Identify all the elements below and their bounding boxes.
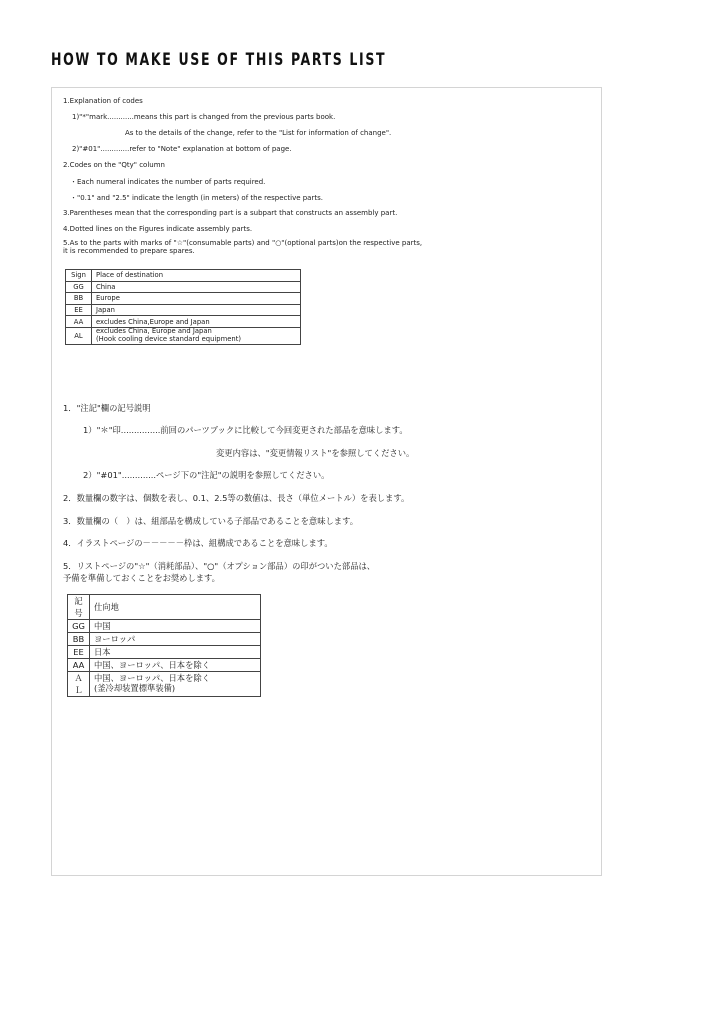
jp-section-3: 3．数量欄の（ ）は、組部品を構成している子部品であることを意味します。 [63,516,359,526]
table-row [66,281,301,293]
en-qty-length: ・"0.1" and "2.5" indicate the length (in meters) of the respective parts. [70,194,323,202]
table-row [68,633,261,646]
row-sign: BB [66,293,92,305]
row-place: ヨーロッパ [90,633,261,646]
row-place: China [92,281,301,293]
row-sign: GG [66,281,92,293]
row-place [90,672,261,697]
row-sign: AL [66,327,92,344]
row-sign: EE [66,304,92,316]
row-place-line-2: (Hook cooling device standard equipment) [96,334,242,343]
en-section-4: 4.Dotted lines on the Figures indicate assembly parts. [63,225,253,233]
en-section-5-line-1: 5.As to the parts with marks of "☆"(consumable parts) and "○"(optional parts)on the respective parts, [63,239,423,247]
en-section-1-heading: 1.Explanation of codes [63,97,143,105]
header-place: 仕向地 [90,595,261,620]
jp-section-4: 4．イラストページの－－－－－枠は、組構成であることを意味します。 [63,538,333,548]
jp-code-note-mark: 2）"#01".............ページ下の"注記"の説明を参照してください。 [83,470,330,480]
table-header-row [68,595,261,620]
row-sign: BB [68,633,90,646]
header-place: Place of destination [92,270,301,282]
row-sign: ＡＬ [68,672,90,697]
table-row [68,659,261,672]
table-row [66,293,301,305]
en-code-star-mark: 1)"*"mark............means this part is changed from the previous parts book. [72,113,336,121]
row-place: Japan [92,304,301,316]
en-section-3: 3.Parentheses mean that the corresponding part is a subpart that constructs an assembly part. [63,209,398,217]
row-place [92,327,301,344]
en-code-star-mark-detail: As to the details of the change, refer to the "List for information of change". [125,129,392,137]
row-sign: AA [68,659,90,672]
row-place: excludes China,Europe and Japan [92,316,301,328]
jp-destination-table [67,594,261,697]
row-place-line-2: (釜冷却装置標準装備) [94,683,176,693]
jp-code-star-mark: 1）"＊"印...............前回のパーツブックに比較して今回変更された部品を意味します。 [83,425,408,435]
jp-section-2: 2．数量欄の数字は、個数を表し、0.1、2.5等の数値は、長さ（単位メートル）を表します。 [63,493,410,503]
row-place-line-1: 中国、ヨーロッパ、日本を除く [94,673,210,684]
row-place: 日本 [90,646,261,659]
table-header-row [66,270,301,282]
header-sign: Sign [66,270,92,282]
row-place-line-1: excludes China, Europe and Japan [96,326,212,335]
table-row [66,316,301,328]
table-row [68,646,261,659]
jp-section-5-line-2: 予備を準備しておくことをお奨めします。 [63,573,220,583]
row-place: 中国 [90,620,261,633]
content-frame [51,87,602,876]
row-place: Europe [92,293,301,305]
table-row [66,327,301,344]
en-destination-table [65,269,301,345]
en-section-5-line-2: it is recommended to prepare spares. [63,247,195,255]
header-sign: 記号 [68,595,90,620]
row-sign: EE [68,646,90,659]
row-place: 中国、ヨーロッパ、日本を除く [90,659,261,672]
jp-section-5-line-1: 5．リストページの"☆"（消耗部品）、"○"（オプション部品）の印がついた部品は、 [63,561,376,571]
table-row [66,304,301,316]
table-row [68,672,261,697]
jp-code-star-mark-detail: 変更内容は、"変更情報リスト"を参照してください。 [216,448,415,458]
en-section-2-heading: 2.Codes on the "Qty" column [63,161,165,169]
table-row [68,620,261,633]
row-sign: GG [68,620,90,633]
en-code-note-mark: 2)"#01".............refer to "Note" explanation at bottom of page. [72,145,292,153]
row-sign: AA [66,316,92,328]
page-title: HOW TO MAKE USE OF THIS PARTS LIST [51,50,387,70]
jp-section-1-heading: 1．"注記"欄の記号説明 [63,403,151,413]
en-qty-numeral: ・Each numeral indicates the number of parts required. [70,178,266,186]
